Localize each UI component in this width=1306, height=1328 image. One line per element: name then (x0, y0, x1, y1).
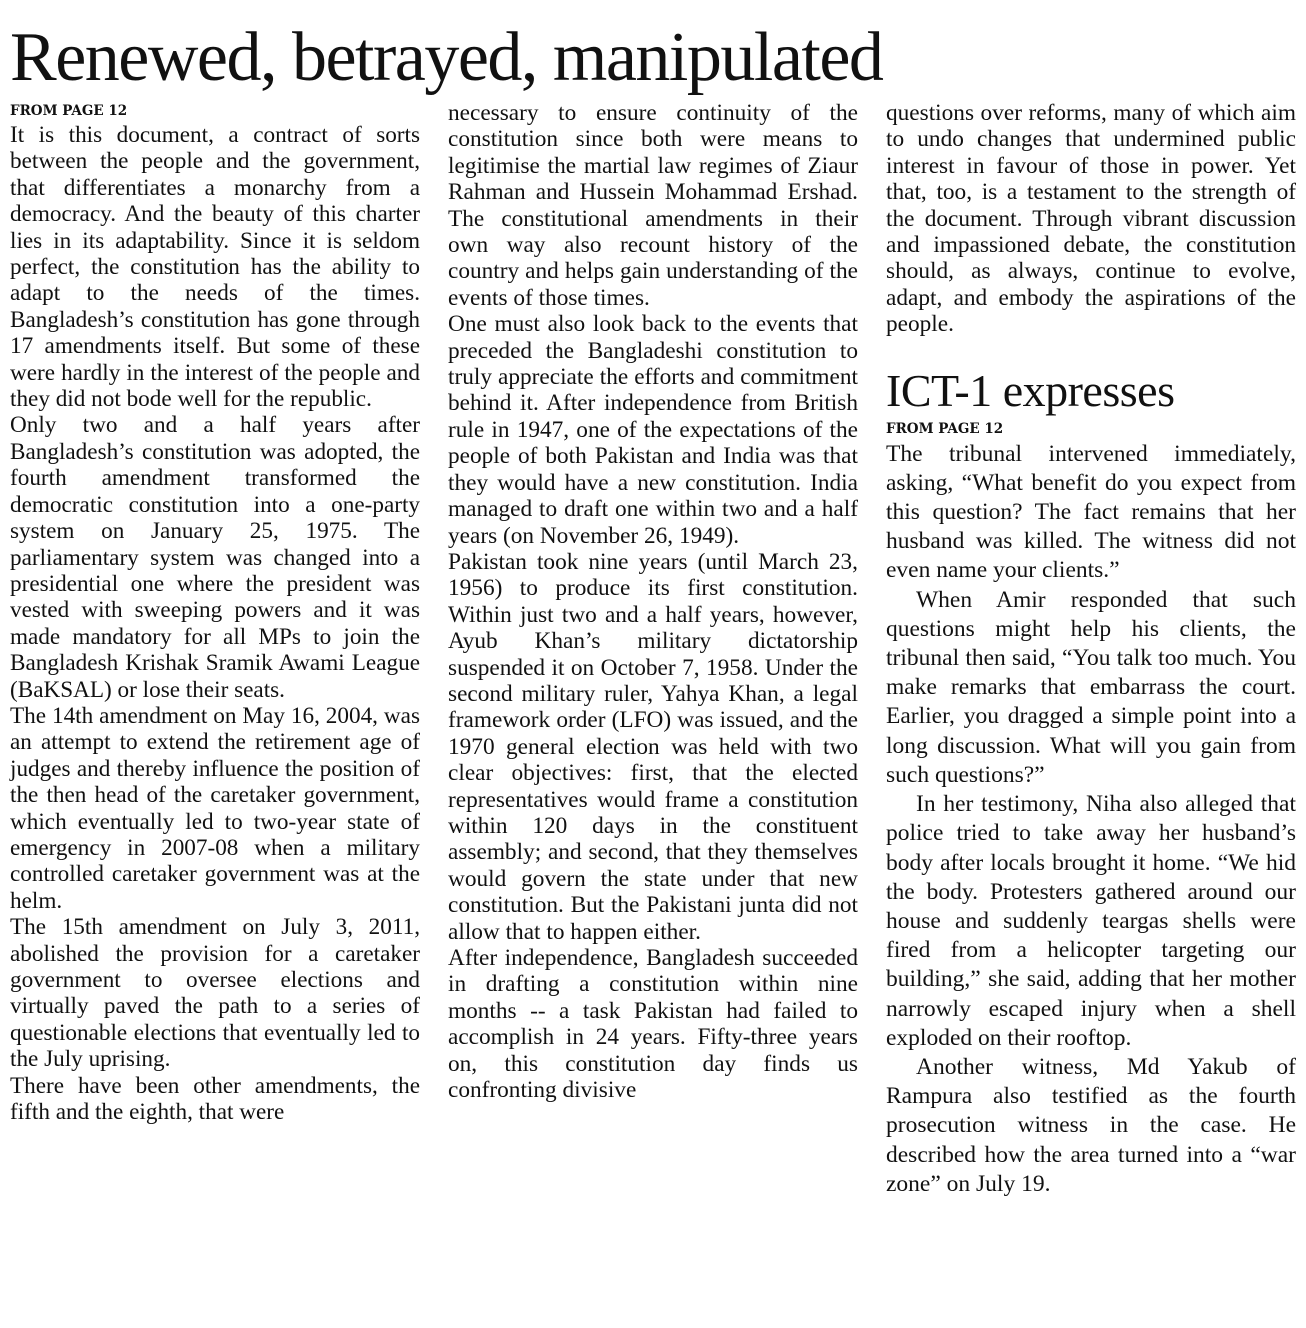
paragraph: necessary to ensure continuity of the constitution since both were means to legitimise the martial law regimes of Ziaur Rahman and Hussein Mohammad Ershad. The constitutional amendments in their own way also recount history of the country and helps gain understanding of the events of those times. (448, 100, 858, 311)
headline: Renewed, betrayed, manipulated (10, 19, 883, 96)
kicker-from-page: FROM PAGE 12 (10, 103, 128, 119)
article-body (886, 100, 1296, 338)
article-column-2 (448, 100, 858, 1103)
paragraph: It is this document, a contract of sorts between the people and the government, that differentiates a monarchy from a democracy. And the beauty of this charter lies in its adaptability. Since it is seldom perfect, the constitution has the ability to adapt to the needs of the times. Bangladesh’s constitution has gone through 17 amendments itself. But some of these were hardly in the interest of the people and they did not bode well for the republic. (10, 122, 420, 413)
paragraph: The 14th amendment on May 16, 2004, was an attempt to extend the retirement age of judges and thereby influence the position of the then head of the caretaker government, which eventually led to two-year state of emergency in 2007-08 when a military controlled caretaker government was at the helm. (10, 702, 420, 914)
paragraph: There have been other amendments, the fifth and the eighth, that were (10, 1072, 420, 1126)
article-body (10, 122, 420, 1125)
paragraph: In her testimony, Niha also alleged that police tried to take away her husband’s body after locals brought it home. “We hid the body. Protesters gathered around our house and suddenly teargas shells were fired from a helicopter targeting our building,” she said, adding that her mother narrowly escaped injury when a shell exploded on their rooftop. (886, 791, 1296, 1051)
article-body (448, 100, 858, 1103)
paragraph: After independence, Bangladesh succeeded in drafting a constitution within nine months -- a task Pakistan had failed to accomplish in 24 years. Fifty-three years on, this constitution day finds us confronting divisive (448, 945, 858, 1104)
paragraph: The tribunal intervened immediately, asking, “What benefit do you expect from this question? The fact remains that her husband was killed. The witness did not even name your clients.” (886, 440, 1296, 584)
paragraph: Another witness, Md Yakub of Rampura also testified as the fourth prosecution witness in the case. He described how the area turned into a “war zone” on July 19. (886, 1053, 1296, 1197)
article-column-3 (886, 100, 1296, 1199)
article-body (886, 440, 1296, 1199)
paragraph: questions over reforms, many of which aim to undo changes that undermined public interest in favour of those in power. Yet that, too, is a testament to the strength of the document. Through vibrant discussion and impassioned debate, the constitution should, as always, continue to evolve, adapt, and embody the aspirations of the people. (886, 100, 1296, 338)
sub-headline: ICT-1 expresses (886, 364, 1175, 416)
paragraph: One must also look back to the events that preceded the Bangladeshi constitution to truly appreciate the efforts and commitment behind it. After independence from British rule in 1947, one of the expectations of the people of both Pakistan and India was that they would have a new constitution. India managed to draft one within two and a half years (on November 26, 1949). (448, 311, 858, 549)
paragraph: When Amir responded that such questions might help his clients, the tribunal then said, “You talk too much. You make remarks that embarrass the court. Earlier, you dragged a simple point into a long discussion. What will you gain from such questions?” (886, 586, 1296, 788)
kicker-from-page: FROM PAGE 12 (886, 420, 1004, 437)
paragraph: Pakistan took nine years (until March 23, 1956) to produce its first constitution. Within just two and a half years, however, Ayub Khan’s military dictatorship suspended it on October 7, 1958. Under the second military ruler, Yahya Khan, a legal framework order (LFO) was issued, and the 1970 general election was held with two clear objectives: first, that the elected representatives would frame a constitution within 120 days in the constituent assembly; and second, that they themselves would govern the state under that new constitution. But the Pakistani junta did not allow that to happen either. (448, 548, 858, 945)
paragraph: The 15th amendment on July 3, 2011, abolished the provision for a caretaker government to oversee elections and virtually paved the path to a series of questionable elections that eventually led to the July uprising. (10, 914, 420, 1073)
paragraph: Only two and a half years after Bangladesh’s constitution was adopted, the fourth amendment transformed the democratic constitution into a one-party system on January 25, 1975. The parliamentary system was changed into a presidential one where the president was vested with sweeping powers and it was made mandatory for all MPs to join the Bangladesh Krishak Sramik Awami League (BaKSAL) or lose their seats. (10, 412, 420, 703)
article-column-1 (10, 100, 420, 1125)
